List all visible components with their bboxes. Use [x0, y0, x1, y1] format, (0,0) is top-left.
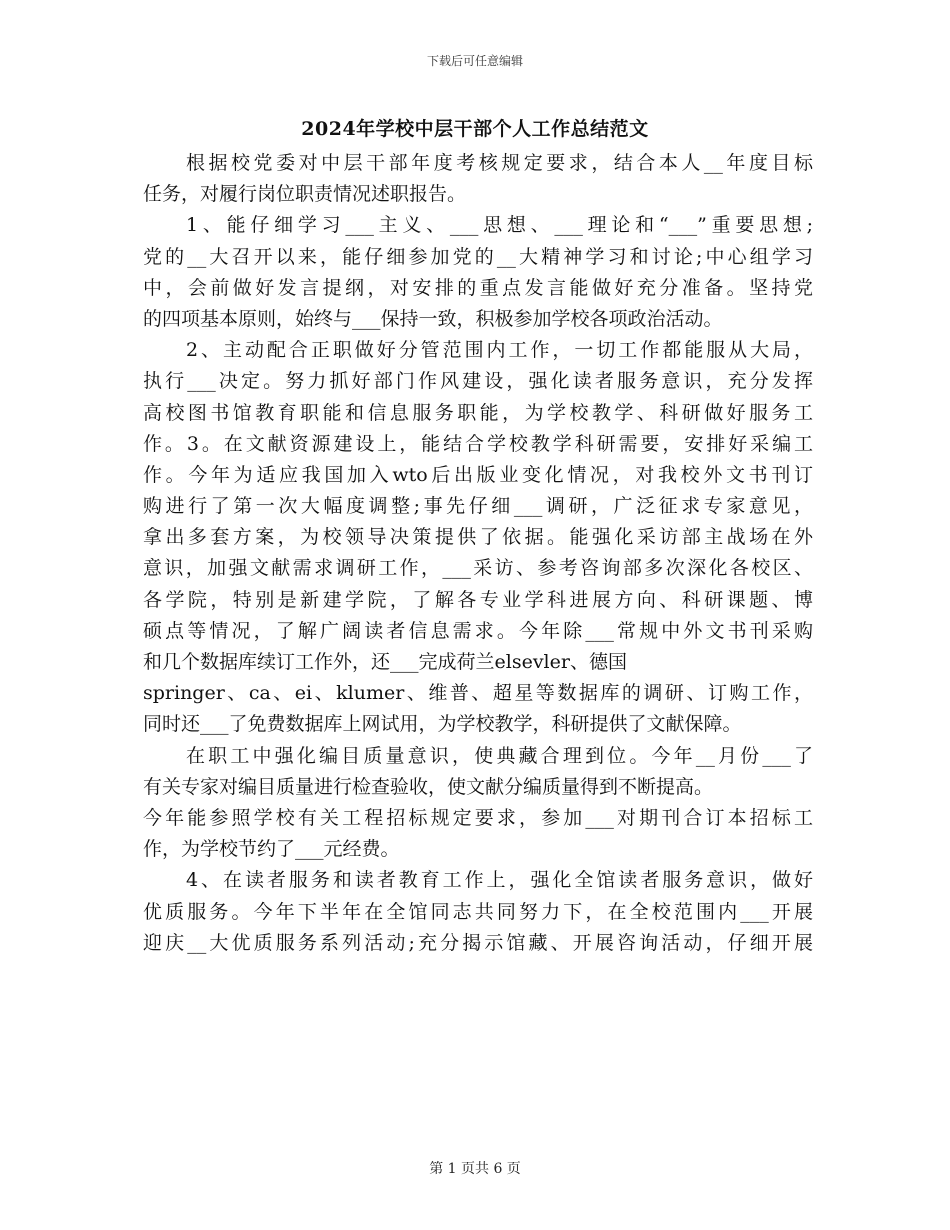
document-body	[143, 148, 813, 959]
document-title: 2024年学校中层干部个人工作总结范文	[301, 118, 649, 140]
body-line: 4、在读者服务和读者教育工作上，强化全馆读者服务意识，做好	[186, 869, 813, 892]
page-footer: 第 1 页共 6 页	[429, 1161, 521, 1177]
body-line: 1、能仔细学习___主义、___思想、___理论和“___”重要思想;	[186, 214, 813, 237]
body-line: 在职工中强化编目质量意识，使典藏合理到位。今年__月份___了	[186, 744, 813, 767]
body-line: 高校图书馆教育职能和信息服务职能，为学校教学、科研做好服务工	[143, 401, 813, 424]
body-line: 各学院，特别是新建学院，了解各专业学科进展方向、科研课题、博	[143, 588, 813, 611]
body-line: 2、主动配合正职做好分管范围内工作，一切工作都能服从大局，	[186, 339, 813, 362]
body-line: 中，会前做好发言提纲，对安排的重点发言能做好充分准备。坚持党	[143, 276, 813, 299]
body-line: 意识，加强文献需求调研工作，___采访、参考咨询部多次深化各校区、	[143, 557, 813, 580]
body-line: 根据校党委对中层干部年度考核规定要求，结合本人__年度目标	[186, 152, 813, 174]
body-line: 同时还___了免费数据库上网试用，为学校教学，科研提供了文献保障。	[143, 713, 742, 736]
body-line: 作，为学校节约了___元经费。	[143, 838, 400, 861]
body-line: 的四项基本原则，始终与___保持一致，积极参加学校各项政治活动。	[143, 307, 723, 330]
body-line: 党的__大召开以来，能仔细参加党的__大精神学习和讨论;中心组学习	[143, 245, 813, 268]
body-line: 任务，对履行岗位职责情况述职报告。	[143, 183, 467, 206]
body-line: 拿出多套方案，为校领导决策提供了依据。能强化采访部主战场在外	[143, 526, 813, 549]
body-line: 和几个数据库续订工作外，还___完成荷兰elsevler、德国	[143, 651, 627, 673]
body-line: 硕点等情况，了解广阔读者信息需求。今年除___常规中外文书刊采购	[143, 619, 813, 642]
body-line: 有关专家对编目质量进行检查验收，使文献分编质量得到不断提高。	[143, 775, 714, 798]
body-line: 作。今年为适应我国加入wto后出版业变化情况，对我校外文书刊订	[143, 463, 813, 486]
body-line: 执行___决定。努力抓好部门作风建设，强化读者服务意识，充分发挥	[143, 370, 813, 393]
body-line: 购进行了第一次大幅度调整;事先仔细___调研，广泛征求专家意见，	[143, 495, 813, 518]
body-line: 迎庆__大优质服务系列活动;充分揭示馆藏、开展咨询活动，仔细开展	[143, 931, 813, 954]
body-line: 今年能参照学校有关工程招标规定要求，参加___对期刊合订本招标工	[143, 806, 813, 829]
body-line: 作。3。在文献资源建设上，能结合学校教学科研需要，安排好采编工	[143, 432, 813, 455]
download-note: 下载后可任意编辑	[426, 54, 523, 68]
body-line: springer、ca、ei、klumer、维普、超星等数据库的调研、订购工作，	[143, 682, 813, 705]
body-line: 优质服务。今年下半年在全馆同志共同努力下，在全校范围内___开展	[143, 900, 813, 923]
